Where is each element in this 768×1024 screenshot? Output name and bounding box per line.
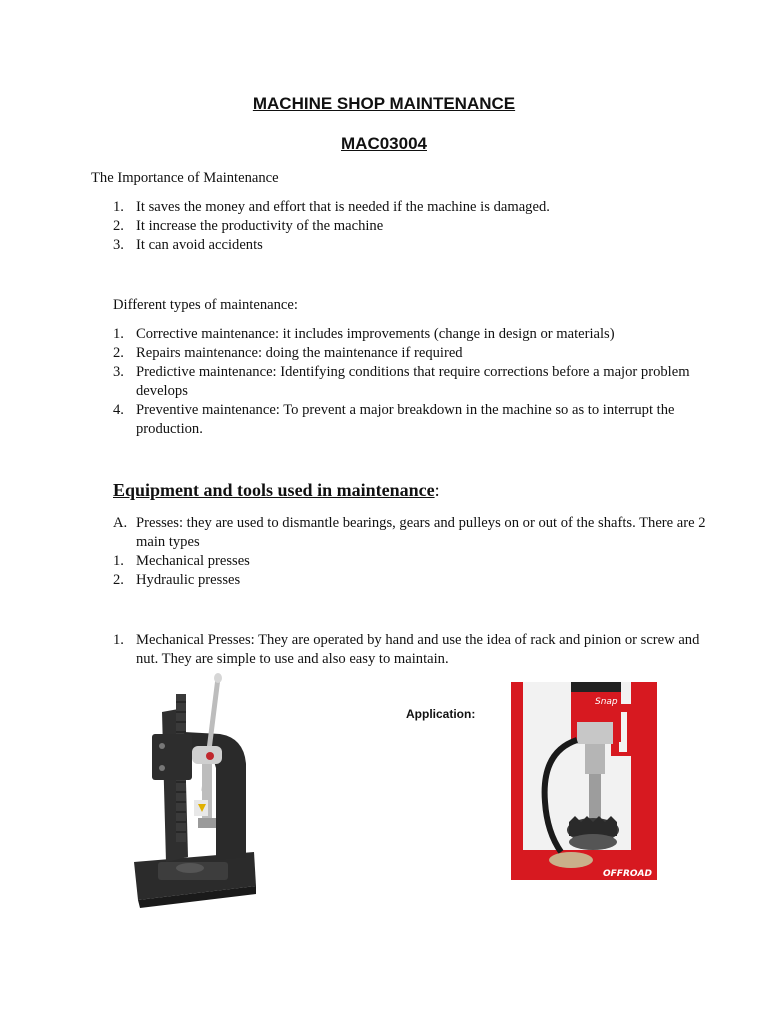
types-heading: Different types of maintenance: bbox=[113, 297, 298, 313]
importance-heading: The Importance of Maintenance bbox=[91, 170, 279, 186]
types-list-item-text: Preventive maintenance: To prevent a major breakdown in the machine so as to interrupt the production. bbox=[136, 402, 675, 437]
equipment-list-item-text: Hydraulic presses bbox=[136, 572, 241, 588]
types-list-item bbox=[91, 363, 711, 401]
types-list-item-text: Corrective maintenance: it includes improvements (change in design or materials) bbox=[136, 326, 615, 342]
equipment-list-item bbox=[91, 552, 711, 571]
types-list-item-number: 2. bbox=[113, 345, 124, 361]
types-list-item bbox=[91, 401, 711, 439]
brand-text: Snap bbox=[595, 697, 618, 707]
equipment-list bbox=[91, 514, 711, 590]
types-list-item bbox=[91, 325, 711, 344]
importance-list-item-number: 1. bbox=[113, 199, 124, 215]
application-label: Application: bbox=[406, 707, 476, 721]
mechanical-list-item-number: 1. bbox=[113, 632, 124, 648]
mechanical-list-item bbox=[91, 631, 711, 669]
types-list bbox=[91, 325, 711, 439]
equipment-list-item-text: Mechanical presses bbox=[136, 553, 250, 569]
equipment-list-item-number: 1. bbox=[113, 553, 124, 569]
importance-list-item bbox=[91, 198, 711, 217]
equipment-list-item-number: A. bbox=[113, 515, 128, 531]
types-list-item-number: 3. bbox=[113, 364, 124, 380]
equipment-list-item bbox=[91, 571, 711, 590]
types-list-item bbox=[91, 344, 711, 363]
importance-list-item-number: 2. bbox=[113, 218, 124, 234]
arbor-press-image bbox=[128, 672, 260, 908]
types-list-item-number: 1. bbox=[113, 326, 124, 342]
types-list-item-text: Predictive maintenance: Identifying conditions that require corrections before a major problem develops bbox=[136, 364, 690, 399]
types-list-item-number: 4. bbox=[113, 402, 124, 418]
press-application-image bbox=[511, 682, 657, 880]
course-code bbox=[0, 134, 768, 154]
importance-list-item-text: It increase the productivity of the machine bbox=[136, 218, 384, 234]
equipment-list-item bbox=[91, 514, 711, 552]
importance-list bbox=[91, 198, 711, 255]
equipment-heading bbox=[113, 480, 440, 501]
document-title bbox=[0, 94, 768, 114]
equipment-heading-text: Equipment and tools used in maintenance bbox=[113, 480, 435, 500]
importance-list-item bbox=[91, 217, 711, 236]
course-code-text: MAC03004 bbox=[341, 134, 427, 153]
mechanical-list-item-text: Mechanical Presses: They are operated by hand and use the idea of rack and pinion or screw and nut. They are simple to use and also easy to maintain. bbox=[136, 632, 700, 667]
types-list-item-text: Repairs maintenance: doing the maintenance if required bbox=[136, 345, 463, 361]
document-title-text: MACHINE SHOP MAINTENANCE bbox=[252, 94, 516, 113]
equipment-list-item-text: Presses: they are used to dismantle bearings, gears and pulleys on or out of the shafts. There are 2 main types bbox=[136, 515, 706, 550]
offroad-text: OFFROAD bbox=[603, 869, 652, 879]
importance-list-item bbox=[91, 236, 711, 255]
importance-list-item-number: 3. bbox=[113, 237, 124, 253]
equipment-list-item-number: 2. bbox=[113, 572, 124, 588]
importance-list-item-text: It saves the money and effort that is needed if the machine is damaged. bbox=[136, 199, 550, 215]
mechanical-list bbox=[91, 631, 711, 669]
equipment-heading-colon: : bbox=[434, 480, 440, 500]
importance-list-item-text: It can avoid accidents bbox=[136, 237, 263, 253]
